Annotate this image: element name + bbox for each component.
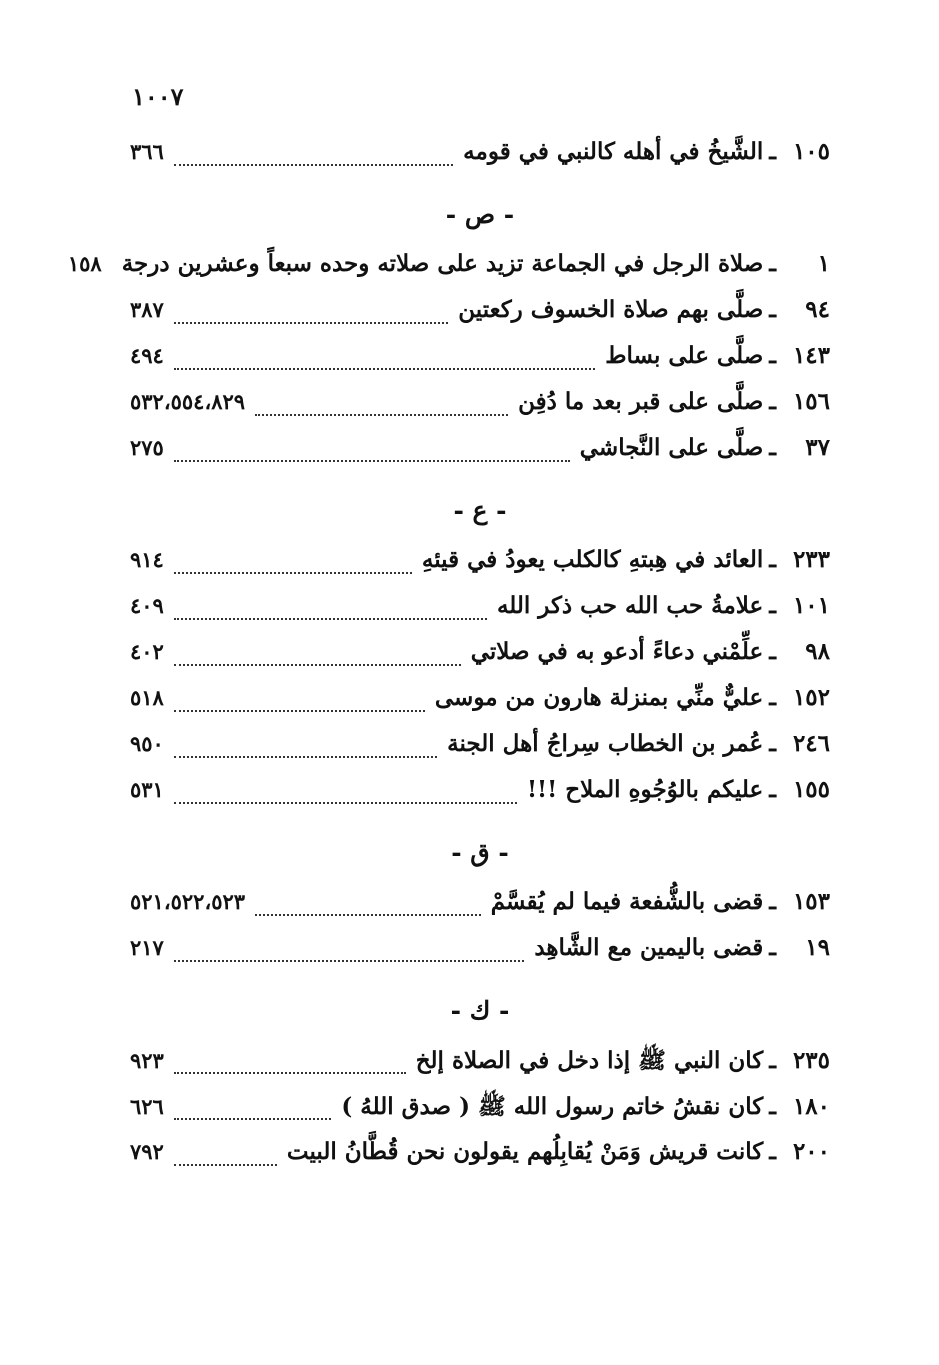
index-entry	[130, 730, 830, 776]
entry-title: كانت قريش وَمَنْ يُقابِلُهم يقولون نحن قُطَّانُ البيت	[286, 1138, 764, 1165]
entry-title: علامةُ حب الله حب ذكر الله	[496, 592, 764, 619]
entry-title: العائد في هِبتهِ كالكلب يعودُ في قيئهِ	[421, 546, 764, 573]
entry-dash: ـ	[769, 684, 776, 711]
entry-page: ٣٦٦	[130, 139, 164, 164]
index-entry	[130, 684, 830, 730]
leader-dots	[174, 164, 453, 166]
entry-dash: ـ	[769, 638, 776, 665]
leader-dots	[174, 664, 461, 666]
entry-title: كان نقشُ خاتم رسول الله ﷺ ( صدق اللهُ )	[341, 1093, 764, 1120]
section-heading: - ق -	[451, 838, 509, 867]
entry-number: ١٥٢	[792, 684, 830, 711]
section-heading: - ك -	[450, 996, 510, 1025]
entry-title: علِّمْني دعاءً أدعو به في صلاتي	[470, 638, 764, 665]
entry-number: ٣٧	[805, 434, 830, 461]
entry-number: ١	[817, 250, 830, 277]
entry-number: ١٨٠	[792, 1093, 830, 1120]
entry-number: ٢٣٣	[792, 546, 830, 573]
entry-title: صلَّى على قبر بعد ما دُفِن	[518, 388, 764, 415]
entry-title: صلَّى بهم صلاة الخسوف ركعتين	[458, 296, 764, 323]
entry-dash: ـ	[769, 1047, 776, 1074]
index-entry	[130, 1138, 830, 1184]
entry-page: ٢١٧	[130, 935, 164, 960]
entry-dash: ـ	[769, 934, 776, 961]
entry-number: ٢٤٦	[792, 730, 830, 757]
entry-dash: ـ	[769, 138, 776, 165]
entry-page: ٦٢٦	[130, 1094, 164, 1119]
entry-number: ٢٠٠	[792, 1138, 830, 1165]
entry-title: قضى باليمين مع الشَّاهِد	[534, 934, 764, 961]
leader-dots	[255, 414, 508, 416]
entry-page: ٩٥٠	[130, 731, 164, 756]
leader-dots	[174, 618, 487, 620]
leader-dots	[174, 322, 448, 324]
entry-number: ١٥٦	[792, 388, 830, 415]
entry-page: ٩١٤	[130, 547, 164, 572]
index-entry	[130, 342, 830, 388]
index-entry	[130, 546, 830, 592]
leader-dots	[174, 1072, 406, 1074]
entry-title: قضى بالشُّفعة فيما لم يُقسَّمْ	[490, 888, 764, 915]
leader-dots	[174, 802, 517, 804]
entry-page: ٧٩٢	[130, 1139, 164, 1164]
entry-title: عُمر بن الخطاب سِراجُ أهل الجنة	[447, 730, 764, 757]
entry-dash: ـ	[769, 1138, 776, 1165]
entry-title: صلَّى على النَّجاشي	[579, 434, 764, 461]
entry-title: عليكم بالوُجُوهِ الملاح !!!	[526, 776, 764, 803]
entry-dash: ـ	[769, 434, 776, 461]
index-entry	[130, 434, 830, 480]
index-entry	[67, 250, 830, 296]
index-entry	[130, 934, 830, 980]
index-entry	[130, 296, 830, 342]
index-entry	[130, 138, 830, 184]
index-entry	[130, 776, 830, 822]
leader-dots	[174, 368, 595, 370]
entry-dash: ـ	[769, 888, 776, 915]
entry-title: صلَّى على بساط	[605, 342, 764, 369]
entry-page: ٣٨٧	[130, 297, 164, 322]
entry-page: ١٥٨	[67, 251, 102, 276]
entry-page: ٢٧٥	[130, 435, 164, 460]
entry-page: ٥١٨	[130, 685, 164, 710]
entry-dash: ـ	[769, 776, 776, 803]
entry-dash: ـ	[769, 592, 776, 619]
page-number: ١٠٠٧	[132, 82, 184, 111]
entry-number: ٩٨	[805, 638, 830, 665]
entry-dash: ـ	[769, 1093, 776, 1120]
entry-page: ٤٠٢	[130, 639, 164, 664]
entry-dash: ـ	[769, 250, 776, 277]
index-entry	[130, 888, 830, 934]
index-entry	[130, 388, 830, 434]
entry-page: ٥٣٢،٥٥٤،٨٢٩	[130, 389, 246, 414]
entry-number: ١٥٣	[792, 888, 830, 915]
entry-number: ٩٤	[805, 296, 830, 323]
entry-title: عليٌّ منِّي بمنزلة هارون من موسى	[434, 684, 764, 711]
entry-number: ١٩	[805, 934, 830, 961]
hadith-index	[67, 138, 830, 1184]
entry-title: الشَّيخُ في أهله كالنبي في قومه	[463, 138, 764, 165]
index-entry	[130, 592, 830, 638]
entry-page: ٥٣١	[130, 777, 164, 802]
entry-dash: ـ	[769, 730, 776, 757]
entry-number: ١٠٥	[792, 138, 830, 165]
entry-dash: ـ	[769, 342, 776, 369]
entry-page: ٩٢٣	[130, 1048, 164, 1073]
entry-page: ٥٢١،٥٢٢،٥٢٣	[130, 889, 246, 914]
leader-dots	[174, 572, 412, 574]
leader-dots	[174, 756, 437, 758]
index-entry	[130, 638, 830, 684]
leader-dots	[174, 1164, 277, 1166]
index-entry	[130, 1092, 830, 1138]
leader-dots	[174, 710, 425, 712]
leader-dots	[174, 960, 524, 962]
entry-dash: ـ	[769, 546, 776, 573]
entry-dash: ـ	[769, 388, 776, 415]
entry-number: ١٥٥	[792, 776, 830, 803]
entry-title: كان النبي ﷺ إذا دخل في الصلاة إلخ	[415, 1047, 764, 1074]
entry-number: ١٠١	[792, 592, 830, 619]
leader-dots	[255, 914, 481, 916]
entry-page: ٤٠٩	[130, 593, 164, 618]
leader-dots	[174, 1118, 332, 1120]
entry-number: ٢٣٥	[792, 1047, 830, 1074]
entry-page: ٤٩٤	[130, 343, 164, 368]
section-heading: - ص -	[445, 200, 515, 229]
index-entry	[130, 1046, 830, 1092]
leader-dots	[174, 460, 570, 462]
entry-title: صلاة الرجل في الجماعة تزيد على صلاته وحده سبعاً وعشرين درجة	[121, 250, 764, 277]
section-heading: - ع -	[453, 496, 507, 525]
entry-number: ١٤٣	[792, 342, 830, 369]
entry-dash: ـ	[769, 296, 776, 323]
